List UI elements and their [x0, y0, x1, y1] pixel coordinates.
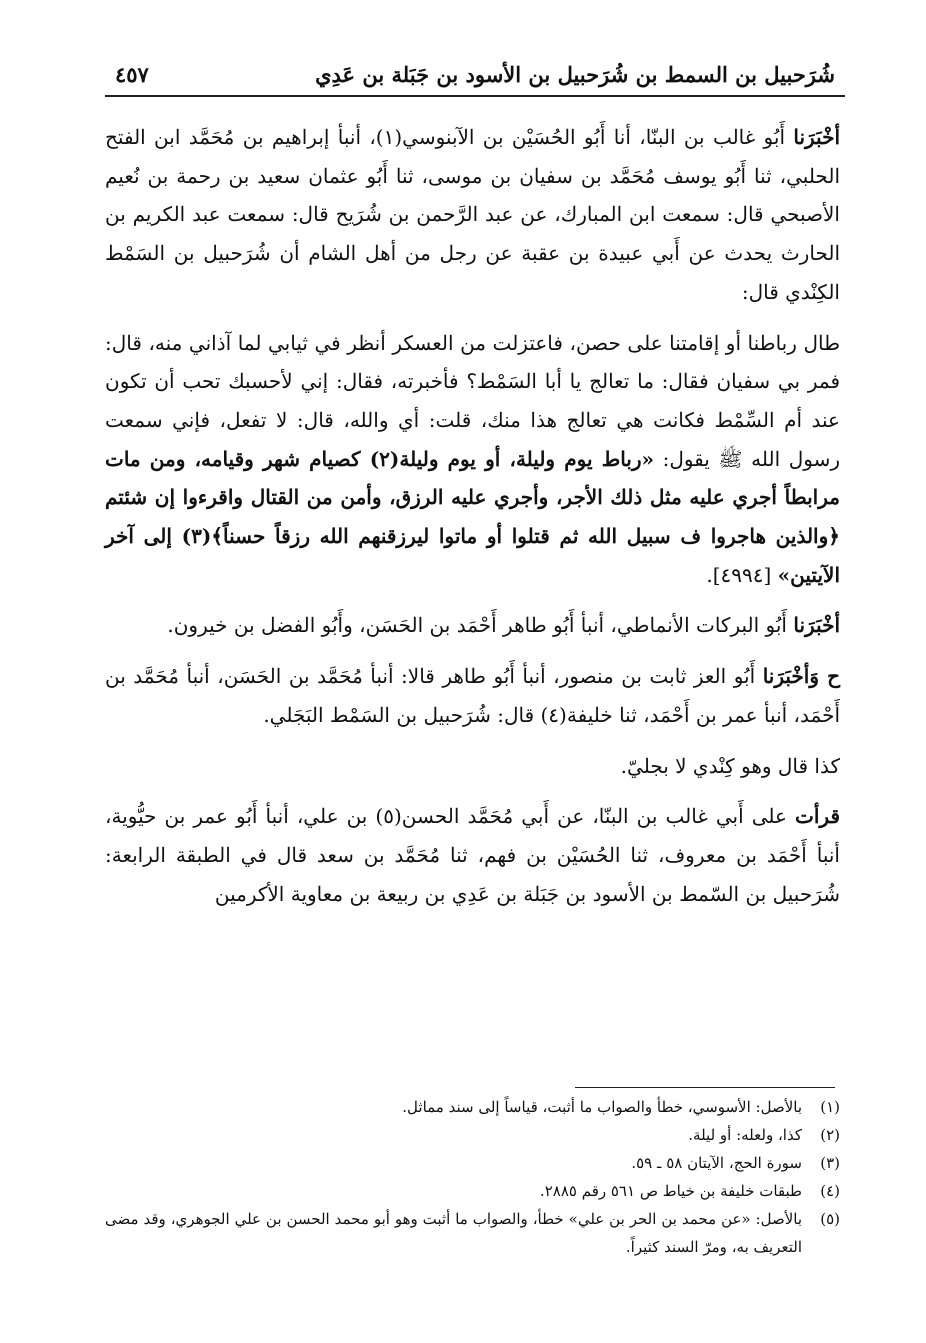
- paragraph-text: أَبُو غالب بن البنّا، أنا أَبُو الحُسَيْن بن الآبنوسي(١)، أنبأ إبراهيم بن مُحَمَّد ابن الفتح الحلبي، ثنا أَبُو يوسف مُحَمَّد بن سفيان بن موسى، ثنا أَبُو عثمان سعيد بن رحمة بن نُعيم الأصبحي قال: سمعت ابن المبارك، عن عبد الرَّحمن بن شُرَيح قال: سمعت عبد الكريم بن الحارث يحدث عن أَبي عبيدة بن عقبة عن رجل من أهل الشام أن شُرَحبيل بن السَمْط الكِنْدي قال:: [105, 125, 840, 304]
- footnote-text: طبقات خليفة بن خياط ص ٥٦١ رقم ٢٨٨٥.: [539, 1182, 802, 1200]
- paragraph-lead: قرأت: [795, 804, 841, 829]
- header-rule: [105, 95, 845, 97]
- hadith-number: [٤٩٩٤].: [706, 562, 772, 587]
- footnote-3: [105, 1149, 840, 1177]
- footnote-rule: [575, 1087, 835, 1088]
- paragraph-6: [105, 797, 840, 913]
- hadith-text: «رباط يوم وليلة، أو يوم وليلة(٢) كصيام شهر وقيامه، ومن مات مرابطاً أجري عليه مثل ذلك الأجر، وأجري عليه الرزق، وأمن من القتال واقرءوا إن شئتم ﴿والذين هاجروا ف سبيل الله ثم قتلوا أو ماتوا ليرزقنهم الله رزقاً حسناً﴾(٣) إلى آخر الآيتين»: [105, 446, 840, 587]
- page-number: ٤٥٧: [115, 62, 149, 87]
- paragraph-lead: أخْبَرَنا: [793, 613, 840, 638]
- footnote-number: (٣): [820, 1154, 840, 1172]
- main-text: [105, 118, 840, 925]
- paragraph-text: كذا قال وهو كِنْدي لا بجليّ.: [620, 753, 840, 778]
- running-title: شُرَحبيل بن السمط بن شُرَحبيل بن الأسود بن جَبَلة بن عَدِي: [315, 62, 835, 87]
- footnote-2: [105, 1121, 840, 1149]
- running-header: [115, 62, 835, 94]
- paragraph-text: أَبُو البركات الأنماطي، أنبأ أَبُو طاهر أَحْمَد بن الحَسَن، وأَبُو الفضل بن خيرون.: [167, 613, 787, 638]
- footnote-number: (٤): [820, 1182, 840, 1200]
- footnote-text: كذا، ولعله: أو ليلة.: [688, 1126, 802, 1144]
- paragraph-1: [105, 118, 840, 312]
- paragraph-4: [105, 657, 840, 734]
- paragraph-lead: أخْبَرَنا: [793, 125, 840, 149]
- paragraph-text: طال رباطنا أو إقامتنا على حصن، فاعتزلت من العسكر أنظر في ثيابي لما آذاني منه، قال: فمر بي سفيان فقال: ما تعالج يا أبا السَمْط؟ فأخبرته، فقال: إني لأحسبك تحب أن تكون عند أم السِّمْط فكانت هي تعالج هذا منك، قلت: أي والله، قال: لا تفعل، فإني سمعت رسول الله ﷺ يقول:: [105, 330, 840, 471]
- footnote-number: (٥): [820, 1210, 840, 1228]
- paragraph-lead: ح وَأخْبَرَنا: [762, 664, 841, 689]
- paragraph-text: أَبُو العز ثابت بن منصور، أنبأ أَبُو طاهر قالا: أنبأ مُحَمَّد بن الحَسَن، أنبأ مُحَمَّد بن أَحْمَد، أنبأ عمر بن أَحْمَد، ثنا خليفة(٤) قال: شُرَحبيل بن السَمْط البَجَلي.: [105, 664, 840, 727]
- footnotes: [105, 1093, 840, 1261]
- paragraph-5: [105, 747, 840, 786]
- footnote-text: سورة الحج، الآيتان ٥٨ ـ ٥٩.: [631, 1154, 802, 1172]
- footnote-5: [105, 1205, 840, 1261]
- footnote-number: (١): [820, 1098, 840, 1116]
- paragraph-text: على أَبي غالب بن البنّا، عن أَبي مُحَمَّد الحسن(٥) بن علي، أنبأ أَبُو عمر بن حيُّوية، أنبأ أَحْمَد بن معروف، ثنا الحُسَيْن بن فهم، ثنا مُحَمَّد بن سعد قال في الطبقة الرابعة: شُرَحبيل بن السّمط بن الأسود بن جَبَلة بن عَدِي بن ربيعة بن معاوية الأكرمين: [105, 804, 840, 906]
- footnote-text: بالأصل: «عن محمد بن الحر بن علي» خطأ، والصواب ما أثبت وهو أبو محمد الحسن بن علي الجوهري، وقد مضى التعريف به، ومرّ السند كثيراً.: [105, 1210, 802, 1256]
- footnote-4: [105, 1177, 840, 1205]
- footnote-number: (٢): [820, 1126, 840, 1144]
- footnote-1: [105, 1093, 840, 1121]
- footnote-text: بالأصل: الأسوسي، خطأ والصواب ما أثبت، قياساً إلى سند مماثل.: [402, 1098, 802, 1116]
- paragraph-2: [105, 324, 840, 595]
- paragraph-3: [105, 606, 840, 645]
